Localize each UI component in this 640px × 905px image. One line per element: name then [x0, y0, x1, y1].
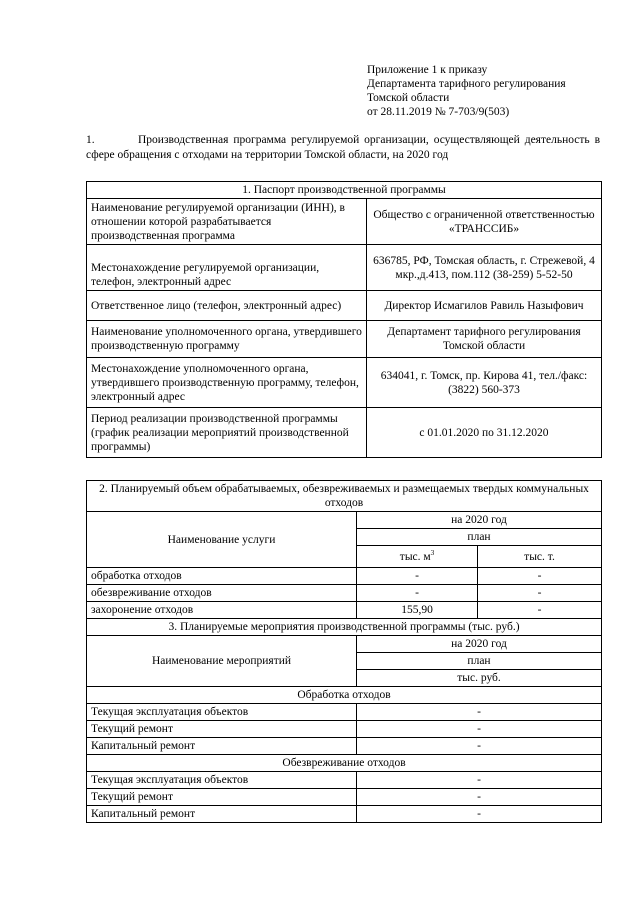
passport-label: Местонахождение уполномоченного органа, утвердившего производственную программу, телефон, электронный адрес: [87, 358, 367, 408]
passport-table: [86, 181, 602, 458]
section-title: Обработка отходов: [87, 687, 602, 704]
header-line: от 28.11.2019 № 7-703/9(503): [367, 106, 510, 118]
volume-row-name: обработка отходов: [87, 568, 357, 585]
measure-row-value: -: [357, 789, 602, 806]
header-line: Томской области: [367, 92, 450, 104]
volume-row-name: захоронение отходов: [87, 602, 357, 619]
passport-value: Департамент тарифного регулирования Томской области: [367, 321, 602, 358]
volume-row-v2: -: [478, 585, 602, 602]
measure-row-value: -: [357, 772, 602, 789]
measures-title: 3. Планируемые мероприятия производственной программы (тыс. руб.): [87, 619, 602, 636]
measure-row-name: Текущая эксплуатация объектов: [87, 772, 357, 789]
intro-number: 1.: [86, 134, 95, 146]
volume-row-v1: -: [357, 585, 478, 602]
volume-row-name: обезвреживание отходов: [87, 585, 357, 602]
volume-row-v2: -: [478, 602, 602, 619]
measure-row-value: -: [357, 721, 602, 738]
program-intro: [86, 133, 600, 163]
passport-title: 1. Паспорт производственной программы: [87, 182, 602, 199]
volume-row-v2: -: [478, 568, 602, 585]
measures-name-header: Наименование мероприятий: [87, 636, 357, 687]
measure-row-name: Капитальный ремонт: [87, 738, 357, 755]
header-line: Приложение 1 к приказу: [367, 64, 488, 76]
unit-cubic-meters: тыс. $м^3$: [357, 546, 478, 568]
passport-value: Директор Исмагилов Равиль Назыфович: [367, 291, 602, 321]
passport-value: 634041, г. Томск, пр. Кирова 41, тел./факс: (3822) 560-373: [367, 358, 602, 408]
passport-label: Местонахождение регулируемой организации, телефон, электронный адрес: [87, 245, 367, 291]
volume-measures-table: [86, 480, 602, 823]
measure-row-value: -: [357, 738, 602, 755]
passport-label: Период реализации производственной программы (график реализации мероприятий производственной программы): [87, 408, 367, 458]
volume-title: 2. Планируемый объем обрабатываемых, обезвреживаемых и размещаемых твердых коммунальных отходов: [87, 481, 602, 512]
measure-row-value: -: [357, 806, 602, 823]
volume-row-v1: -: [357, 568, 478, 585]
year-header: на 2020 год: [357, 512, 602, 529]
passport-label: Ответственное лицо (телефон, электронный адрес): [87, 291, 367, 321]
plan-header: план: [357, 529, 602, 546]
order-attachment-header: [367, 63, 566, 119]
intro-text: Производственная программа регулируемой организации, осуществляющей деятельность в сфере обращения с отходами на территории Томской области, на 2020 год: [86, 134, 600, 161]
passport-label: Наименование уполномоченного органа, утвердившего производственную программу: [87, 321, 367, 358]
measure-row-value: -: [357, 704, 602, 721]
service-header: Наименование услуги: [87, 512, 357, 568]
measures-year-header: на 2020 год: [357, 636, 602, 653]
measures-unit: тыс. руб.: [357, 670, 602, 687]
header-line: Департамента тарифного регулирования: [367, 78, 566, 90]
passport-value: 636785, РФ, Томская область, г. Стрежевой, 4 мкр.,д.413, пом.112 (38-259) 5-52-50: [367, 245, 602, 291]
passport-value: с 01.01.2020 по 31.12.2020: [367, 408, 602, 458]
unit-tons: тыс. т.: [478, 546, 602, 568]
passport-label: Наименование регулируемой организации (ИНН), в отношении которой разрабатывается производственная программа: [87, 199, 367, 245]
measure-row-name: Капитальный ремонт: [87, 806, 357, 823]
section-title: Обезвреживание отходов: [87, 755, 602, 772]
passport-value: Общество с ограниченной ответственностью «ТРАНССИБ»: [367, 199, 602, 245]
measure-row-name: Текущий ремонт: [87, 789, 357, 806]
measures-plan-header: план: [357, 653, 602, 670]
measure-row-name: Текущий ремонт: [87, 721, 357, 738]
volume-row-v1: 155,90: [357, 602, 478, 619]
measure-row-name: Текущая эксплуатация объектов: [87, 704, 357, 721]
